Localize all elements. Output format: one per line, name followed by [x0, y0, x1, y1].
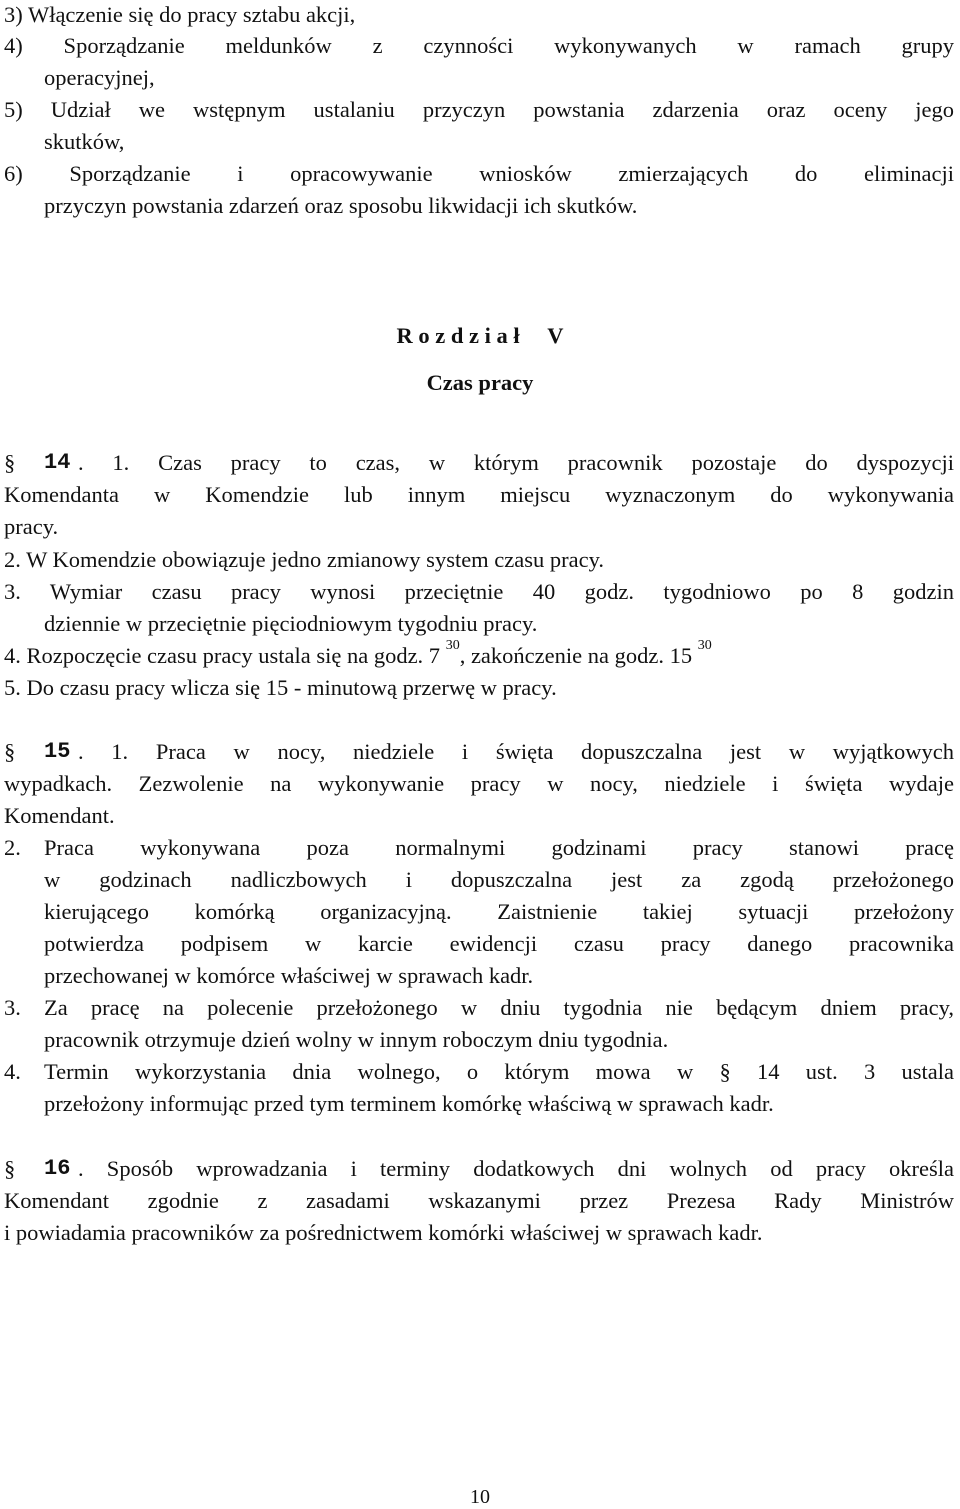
intro-line-7: przyczyn powstania zdarzeń oraz sposobu likwidacji ich skutków.: [44, 193, 638, 218]
paragraph-14-line-3: pracy.: [4, 514, 59, 539]
item-4-text-end: , zakończenie na godz. 15: [459, 643, 698, 668]
paragraph-16-line-2: Komendant zgodnie z zasadami wskazanymi przez Prezesa Rady Ministrów: [4, 1188, 954, 1213]
paragraph-14-item-3b: dziennie w przeciętnie pięciodniowym tygodniu pracy.: [44, 611, 538, 636]
section-sign: §: [4, 739, 16, 764]
paragraph-15-line-2: wypadkach. Zezwolenie na wykonywanie pracy w nocy, niedziele i święta wydaje: [4, 771, 954, 796]
paragraph-text: . 1. Czas pracy to czas, w którym pracownik pozostaje do dyspozycji: [78, 450, 954, 475]
section-number: 14: [44, 450, 71, 475]
section-number: 15: [44, 739, 71, 764]
paragraph-15-item-2b: w godzinach nadliczbowych i dopuszczalna jest za zgodą przełożonego: [44, 867, 954, 892]
paragraph-15-item-3b: pracownik otrzymuje dzień wolny w innym roboczym dniu tygodnia.: [44, 1027, 669, 1052]
item-number: 3.: [4, 995, 21, 1020]
paragraph-14-item-3a: 3. Wymiar czasu pracy wynosi przeciętnie 40 godz. tygodniowo po 8 godzin: [4, 579, 954, 604]
paragraph-15-item-2c: kierującego komórką organizacyjną. Zaistnienie takiej sytuacji przełożony: [44, 899, 954, 924]
paragraph-15-line-3: Komendant.: [4, 803, 115, 828]
section-sign: §: [4, 450, 16, 475]
intro-line-2: 4) Sporządzanie meldunków z czynności wykonywanych w ramach grupy: [4, 33, 954, 58]
paragraph-text: . Sposób wprowadzania i terminy dodatkowych dni wolnych od pracy określa: [78, 1156, 954, 1181]
paragraph-14-item-5: 5. Do czasu pracy wlicza się 15 - minutową przerwę w pracy.: [4, 675, 557, 700]
paragraph-14-line-2: Komendanta w Komendzie lub innym miejscu wyznaczonym do wykonywania: [4, 482, 954, 507]
item-4-text-start: 4. Rozpoczęcie czasu pracy ustala się na godz. 7: [4, 643, 446, 668]
paragraph-15-item-3a: Za pracę na polecenie przełożonego w dniu tygodnia nie będącym dniem pracy,: [44, 995, 954, 1020]
paragraph-14-item-4: [4, 638, 960, 671]
paragraph-text: . 1. Praca w nocy, niedziele i święta dopuszczalna jest w wyjątkowych: [78, 739, 954, 764]
paragraph-15-item-4a: Termin wykorzystania dnia wolnego, o którym mowa w § 14 ust. 3 ustala: [44, 1059, 954, 1084]
paragraph-15-item-2d: potwierdza podpisem w karcie ewidencji czasu pracy danego pracownika: [44, 931, 954, 956]
item-number: 4.: [4, 1059, 21, 1084]
chapter-title: Czas pracy: [426, 370, 534, 395]
intro-line-4: 5) Udział we wstępnym ustalaniu przyczyn powstania zdarzenia oraz oceny jego: [4, 97, 954, 122]
page-number: 10: [470, 1486, 490, 1508]
paragraph-16-line-3: i powiadamia pracowników za pośrednictwem komórki właściwej w sprawach kadr.: [4, 1220, 763, 1245]
paragraph-15-item-2e: przechowanej w komórce właściwej w sprawach kadr.: [44, 963, 534, 988]
item-number: 2.: [4, 835, 21, 860]
end-minutes: 30: [697, 638, 712, 653]
intro-line-3: operacyjnej,: [44, 65, 155, 90]
start-minutes: 30: [445, 638, 460, 653]
paragraph-15-item-2a: Praca wykonywana poza normalnymi godzinami pracy stanowi pracę: [44, 835, 954, 860]
intro-line-5: skutków,: [44, 129, 125, 154]
paragraph-14-item-2: 2. W Komendzie obowiązuje jedno zmianowy system czasu pracy.: [4, 547, 605, 572]
intro-line-6: 6) Sporządzanie i opracowywanie wniosków zmierzających do eliminacji: [4, 161, 954, 186]
section-sign: §: [4, 1156, 16, 1181]
intro-line-1: 3) Włączenie się do pracy sztabu akcji,: [4, 2, 356, 27]
paragraph-15-item-4b: przełożony informując przed tym terminem komórkę właściwą w sprawach kadr.: [44, 1091, 774, 1116]
section-number: 16: [44, 1156, 71, 1181]
chapter-label: R o z d z i a ł V: [396, 323, 564, 348]
